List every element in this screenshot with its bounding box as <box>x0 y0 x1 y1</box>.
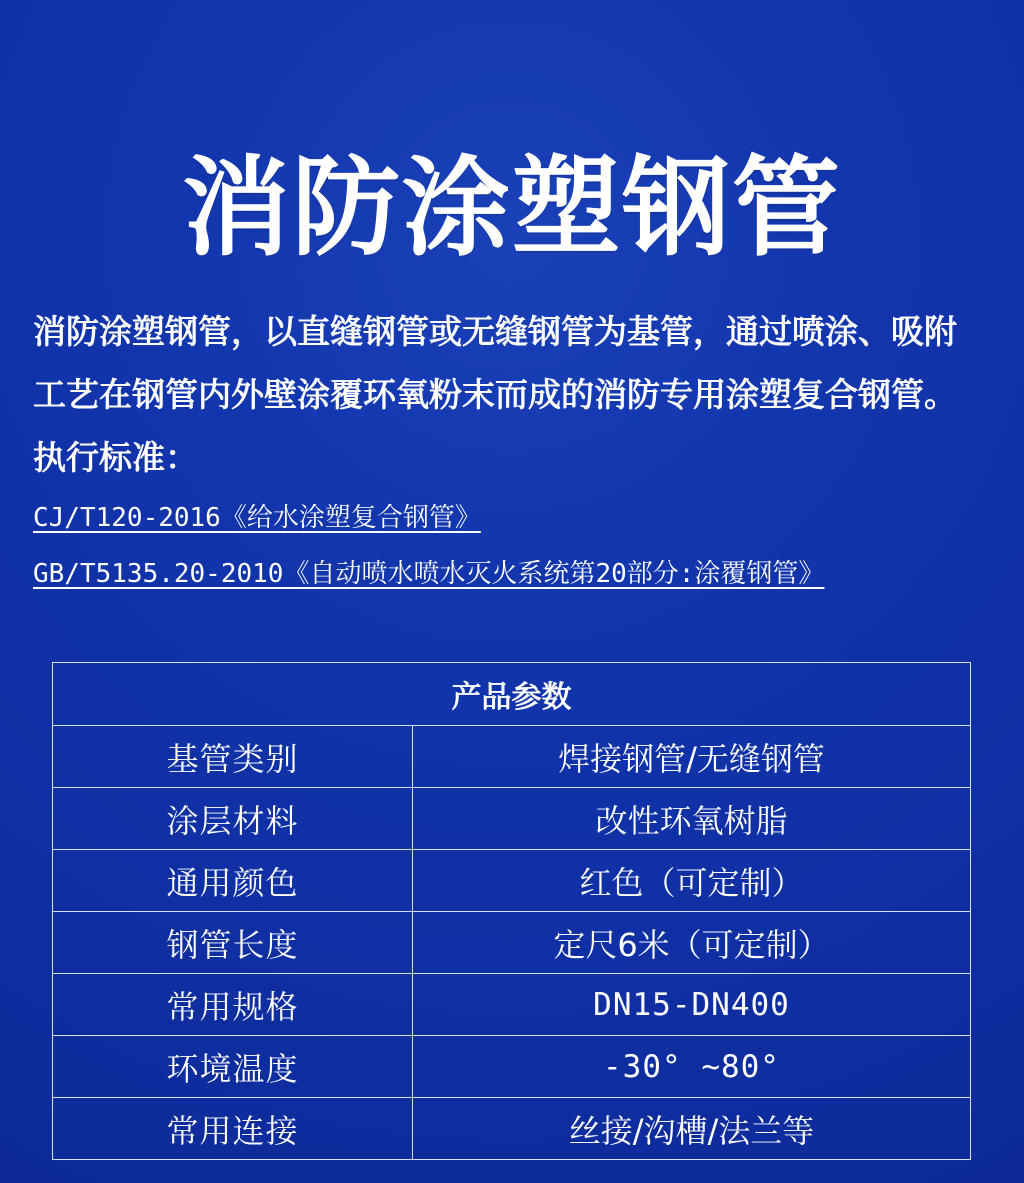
table-header-row <box>53 663 971 726</box>
product-description: 消防涂塑钢管，以直缝钢管或无缝钢管为基管，通过喷涂、吸附工艺在钢管内外壁涂覆环氧粉末而成的消防专用涂塑复合钢管。执行标准： <box>33 312 957 477</box>
param-label: 环境温度 <box>53 1036 413 1098</box>
param-label: 涂层材料 <box>53 788 413 850</box>
product-parameters-table <box>52 662 971 1160</box>
table-row <box>53 974 971 1036</box>
table-row <box>53 788 971 850</box>
param-label: 常用规格 <box>53 974 413 1036</box>
table-row <box>53 1098 971 1160</box>
param-label: 基管类别 <box>53 726 413 788</box>
param-label: 常用连接 <box>53 1098 413 1160</box>
param-value: 焊接钢管/无缝钢管 <box>413 726 971 788</box>
param-label: 通用颜色 <box>53 850 413 912</box>
standard-gb-t5135: GB/T5135.20-2010《自动喷水喷水灭火系统第20部分:涂覆钢管》 <box>33 559 825 589</box>
param-value: 丝接/沟槽/法兰等 <box>413 1098 971 1160</box>
param-value: -30° ~80° <box>413 1036 971 1098</box>
table-row <box>53 850 971 912</box>
table-row <box>53 912 971 974</box>
param-value: DN15-DN400 <box>413 974 971 1036</box>
param-value: 改性环氧树脂 <box>413 788 971 850</box>
table-row <box>53 1036 971 1098</box>
param-label: 钢管长度 <box>53 912 413 974</box>
page-title: 消防涂塑钢管 <box>181 146 842 272</box>
param-value: 红色（可定制） <box>413 850 971 912</box>
standard-cj-t120: CJ/T120-2016《给水涂塑复合钢管》 <box>33 503 481 533</box>
table-header: 产品参数 <box>53 663 971 726</box>
table-row <box>53 726 971 788</box>
param-value: 定尺6米（可定制） <box>413 912 971 974</box>
